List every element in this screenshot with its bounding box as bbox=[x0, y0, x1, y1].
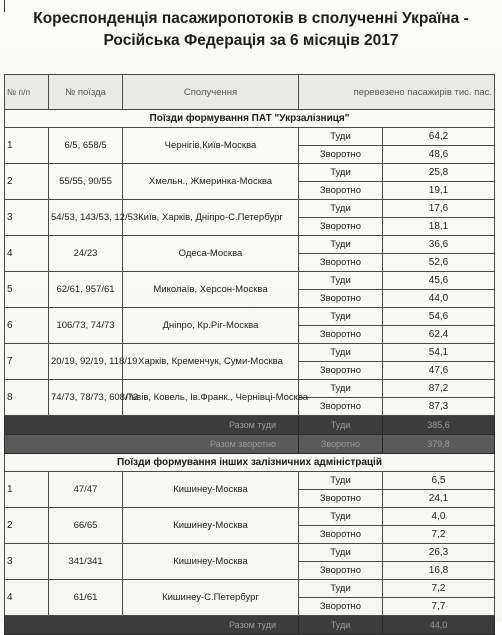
total-there-label: Разом туди bbox=[5, 616, 299, 635]
direction-back: Зворотно bbox=[299, 598, 383, 616]
passengers-back: 87,3 bbox=[383, 398, 495, 416]
train-numbers: 106/73, 74/73 bbox=[49, 308, 123, 344]
train-numbers: 47/47 bbox=[49, 472, 123, 508]
row-number: 2 bbox=[5, 508, 49, 544]
header-route: Сполучення bbox=[123, 75, 299, 110]
passengers-back: 19,1 bbox=[383, 182, 495, 200]
table-row bbox=[5, 344, 495, 362]
direction-back: Зворотно bbox=[299, 362, 383, 380]
total-there-row bbox=[5, 616, 495, 635]
direction-there: Туди bbox=[299, 200, 383, 218]
route: Кишинеу-Москва bbox=[123, 544, 299, 580]
direction-there: Туди bbox=[299, 580, 383, 598]
direction-there: Туди bbox=[299, 472, 383, 490]
direction-back: Зворотно bbox=[299, 290, 383, 308]
row-number: 2 bbox=[5, 164, 49, 200]
table-row bbox=[5, 236, 495, 254]
direction-back: Зворотно bbox=[299, 490, 383, 508]
document-title bbox=[8, 8, 494, 52]
train-numbers: 66/65 bbox=[49, 508, 123, 544]
title-line-1: Кореспонденція пасажиропотоків в сполученні Україна - bbox=[33, 10, 469, 27]
direction-there: Туди bbox=[299, 236, 383, 254]
row-number: 6 bbox=[5, 308, 49, 344]
passengers-there: 17,6 bbox=[383, 200, 495, 218]
train-numbers: 61/61 bbox=[49, 580, 123, 616]
section-other-administrations bbox=[5, 454, 495, 616]
table-row bbox=[5, 380, 495, 398]
route: Кишинеу-Москва bbox=[123, 508, 299, 544]
direction-back: Зворотно bbox=[299, 146, 383, 164]
table-row bbox=[5, 544, 495, 562]
section-title-row bbox=[5, 110, 495, 128]
train-numbers: 20/19, 92/19, 118/19 bbox=[49, 344, 123, 380]
passengers-back: 52,6 bbox=[383, 254, 495, 272]
total-there-label: Разом туди bbox=[5, 416, 299, 435]
passengers-there: 25,8 bbox=[383, 164, 495, 182]
route: Львів, Ковель, Ів.Франк., Чернівці-Москва bbox=[123, 380, 299, 416]
passengers-there: 54,6 bbox=[383, 308, 495, 326]
passengers-back: 7,7 bbox=[383, 598, 495, 616]
total-back-label: Разом зворотно bbox=[5, 435, 299, 454]
passengers-there: 87,2 bbox=[383, 380, 495, 398]
table-row bbox=[5, 164, 495, 182]
table-row bbox=[5, 508, 495, 526]
route: Чернігів,Київ-Москва bbox=[123, 128, 299, 164]
section-title: Поїзди формування ПАТ "Укрзалізниця" bbox=[5, 110, 495, 128]
table-header-row bbox=[5, 75, 495, 110]
row-number: 1 bbox=[5, 472, 49, 508]
route: Одеса-Москва bbox=[123, 236, 299, 272]
total-there-dir: Туди bbox=[299, 416, 383, 435]
passengers-back: 18,1 bbox=[383, 218, 495, 236]
table-row bbox=[5, 128, 495, 146]
row-number: 1 bbox=[5, 128, 49, 164]
direction-there: Туди bbox=[299, 380, 383, 398]
header-number: № п/п bbox=[5, 75, 49, 110]
direction-there: Туди bbox=[299, 508, 383, 526]
train-numbers: 341/341 bbox=[49, 544, 123, 580]
table-row bbox=[5, 472, 495, 490]
route: Харків, Кременчук, Суми-Москва bbox=[123, 344, 299, 380]
train-numbers: 74/73, 78/73, 608/73 bbox=[49, 380, 123, 416]
direction-back: Зворотно bbox=[299, 326, 383, 344]
direction-there: Туди bbox=[299, 308, 383, 326]
total-back-dir: Зворотно bbox=[299, 435, 383, 454]
passengers-back: 24,1 bbox=[383, 490, 495, 508]
total-back-row bbox=[5, 435, 495, 454]
total-back-value: 379,8 bbox=[383, 435, 495, 454]
passengers-back: 48,6 bbox=[383, 146, 495, 164]
route: Миколаїв, Херсон-Москва bbox=[123, 272, 299, 308]
route: Хмельн., Жмеринка-Москва bbox=[123, 164, 299, 200]
direction-back: Зворотно bbox=[299, 526, 383, 544]
table-row bbox=[5, 580, 495, 598]
section-title-row bbox=[5, 454, 495, 472]
passengers-there: 36,6 bbox=[383, 236, 495, 254]
train-numbers: 55/55, 90/55 bbox=[49, 164, 123, 200]
row-number: 7 bbox=[5, 344, 49, 380]
total-there-dir: Туди bbox=[299, 616, 383, 635]
route: Кишинеу-С.Петербург bbox=[123, 580, 299, 616]
passengers-there: 54,1 bbox=[383, 344, 495, 362]
passengers-back: 62,4 bbox=[383, 326, 495, 344]
scan-mark bbox=[4, 0, 5, 12]
passengers-there: 7,2 bbox=[383, 580, 495, 598]
direction-back: Зворотно bbox=[299, 218, 383, 236]
direction-there: Туди bbox=[299, 544, 383, 562]
train-numbers: 6/5, 658/5 bbox=[49, 128, 123, 164]
passengers-there: 64,2 bbox=[383, 128, 495, 146]
passengers-back: 7,2 bbox=[383, 526, 495, 544]
passengers-there: 6,5 bbox=[383, 472, 495, 490]
row-number: 8 bbox=[5, 380, 49, 416]
train-numbers: 62/61, 957/61 bbox=[49, 272, 123, 308]
route: Дніпро, Кр.Ріг-Москва bbox=[123, 308, 299, 344]
table-row bbox=[5, 272, 495, 290]
direction-back: Зворотно bbox=[299, 182, 383, 200]
direction-there: Туди bbox=[299, 164, 383, 182]
direction-back: Зворотно bbox=[299, 398, 383, 416]
route: Кишинеу-Москва bbox=[123, 472, 299, 508]
row-number: 4 bbox=[5, 236, 49, 272]
direction-back: Зворотно bbox=[299, 562, 383, 580]
passengers-back: 44,0 bbox=[383, 290, 495, 308]
row-number: 4 bbox=[5, 580, 49, 616]
total-there-value: 385,6 bbox=[383, 416, 495, 435]
total-there-row bbox=[5, 416, 495, 435]
title-line-2: Російська Федерація за 6 місяців 2017 bbox=[103, 32, 399, 49]
passengers-back: 16,8 bbox=[383, 562, 495, 580]
section-2-totals bbox=[5, 616, 495, 635]
passengers-there: 45,6 bbox=[383, 272, 495, 290]
row-number: 5 bbox=[5, 272, 49, 308]
header-trains: № поїзда bbox=[49, 75, 123, 110]
passengers-back: 47,6 bbox=[383, 362, 495, 380]
passenger-flow-table bbox=[4, 74, 495, 635]
row-number: 3 bbox=[5, 200, 49, 236]
direction-there: Туди bbox=[299, 344, 383, 362]
direction-there: Туди bbox=[299, 272, 383, 290]
section-title: Поїзди формування інших залізничних адміністрацій bbox=[5, 454, 495, 472]
train-numbers: 54/53, 143/53, 12/53 bbox=[49, 200, 123, 236]
direction-back: Зворотно bbox=[299, 254, 383, 272]
total-there-value: 44,0 bbox=[383, 616, 495, 635]
route: Київ, Харків, Дніпро-С.Петербург bbox=[123, 200, 299, 236]
section-1-totals bbox=[5, 416, 495, 454]
row-number: 3 bbox=[5, 544, 49, 580]
section-ukrzaliznytsia bbox=[5, 110, 495, 416]
header-passengers: перевезено пасажирів тис. пас. bbox=[299, 75, 495, 110]
table-row bbox=[5, 308, 495, 326]
train-numbers: 24/23 bbox=[49, 236, 123, 272]
passengers-there: 4,0 bbox=[383, 508, 495, 526]
direction-there: Туди bbox=[299, 128, 383, 146]
table-row bbox=[5, 200, 495, 218]
passengers-there: 26,3 bbox=[383, 544, 495, 562]
